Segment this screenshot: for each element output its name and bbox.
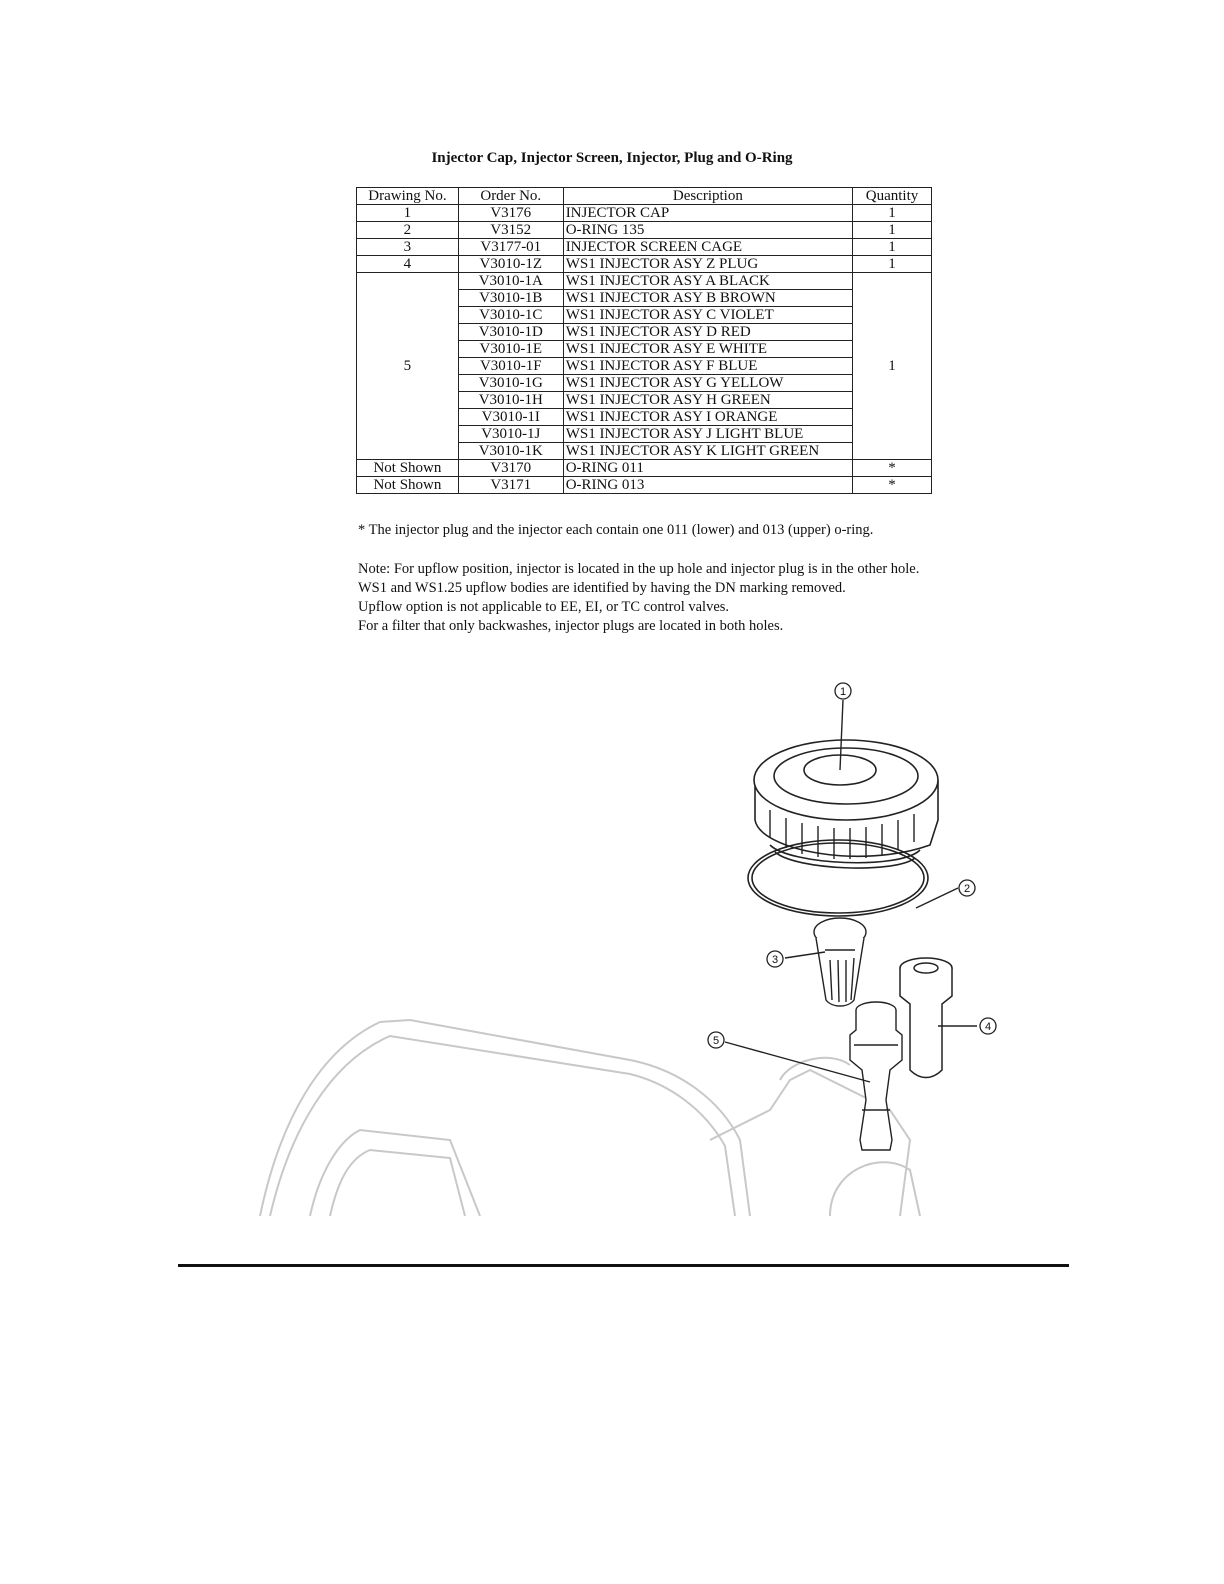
note-line: Upflow option is not applicable to EE, EI, or TC control valves. — [358, 599, 730, 615]
header-drawing-no: Drawing No. — [357, 188, 459, 205]
quantity-cell: 1 — [853, 222, 932, 239]
header-quantity: Quantity — [853, 188, 932, 205]
order-no-cell: V3010-1J — [458, 426, 563, 443]
page-title: Injector Cap, Injector Screen, Injector, Plug and O-Ring — [431, 150, 793, 166]
header-order-no: Order No. — [458, 188, 563, 205]
order-no-cell: V3152 — [458, 222, 563, 239]
order-no-cell: V3010-1H — [458, 392, 563, 409]
order-no-cell: V3010-1A — [458, 273, 563, 290]
callout-label: 3 — [771, 954, 779, 966]
notes-block — [358, 560, 919, 636]
description-cell: WS1 INJECTOR ASY I ORANGE — [563, 409, 852, 426]
footnote: * The injector plug and the injector each contain one 011 (lower) and 013 (upper) o-ring. — [358, 522, 874, 538]
table-header-row — [357, 188, 932, 205]
table-row — [357, 222, 932, 239]
note-line: WS1 and WS1.25 upflow bodies are identified by having the DN marking removed. — [358, 580, 846, 596]
note-line: For a filter that only backwashes, injector plugs are located in both holes. — [358, 618, 784, 634]
table-row — [357, 477, 932, 494]
header-description: Description — [563, 188, 852, 205]
order-no-cell: V3176 — [458, 205, 563, 222]
table-row — [357, 205, 932, 222]
description-cell: WS1 INJECTOR ASY C VIOLET — [563, 307, 852, 324]
quantity-cell: * — [853, 460, 932, 477]
quantity-cell: 1 — [853, 256, 932, 273]
drawing-no-cell: 4 — [357, 256, 459, 273]
description-cell: O-RING 013 — [563, 477, 852, 494]
order-no-cell: V3170 — [458, 460, 563, 477]
quantity-cell: 1 — [853, 205, 932, 222]
injector-part — [850, 1002, 902, 1150]
order-no-cell: V3010-1Z — [458, 256, 563, 273]
drawing-no-cell: Not Shown — [357, 460, 459, 477]
description-cell: WS1 INJECTOR ASY A BLACK — [563, 273, 852, 290]
description-cell: WS1 INJECTOR ASY F BLUE — [563, 358, 852, 375]
callout-label: 5 — [712, 1035, 720, 1047]
description-cell: WS1 INJECTOR ASY H GREEN — [563, 392, 852, 409]
order-no-cell: V3010-1F — [458, 358, 563, 375]
drawing-no-cell: 2 — [357, 222, 459, 239]
order-no-cell: V3010-1D — [458, 324, 563, 341]
order-no-cell: V3177-01 — [458, 239, 563, 256]
order-no-cell: V3010-1B — [458, 290, 563, 307]
order-no-cell: V3010-1G — [458, 375, 563, 392]
description-cell: O-RING 011 — [563, 460, 852, 477]
exploded-diagram — [250, 670, 1030, 1216]
valve-body — [260, 1020, 920, 1216]
table-row — [357, 256, 932, 273]
quantity-cell: * — [853, 477, 932, 494]
parts-table — [356, 187, 932, 494]
callout-label: 2 — [963, 883, 971, 895]
description-cell: WS1 INJECTOR ASY B BROWN — [563, 290, 852, 307]
description-cell: WS1 INJECTOR ASY Z PLUG — [563, 256, 852, 273]
callout-label: 1 — [839, 686, 847, 698]
table-row — [357, 460, 932, 477]
order-no-cell: V3010-1I — [458, 409, 563, 426]
order-no-cell: V3010-1C — [458, 307, 563, 324]
drawing-no-cell: 5 — [357, 273, 459, 460]
drawing-no-cell: 1 — [357, 205, 459, 222]
quantity-cell: 1 — [853, 273, 932, 460]
order-no-cell: V3010-1E — [458, 341, 563, 358]
description-cell: WS1 INJECTOR ASY E WHITE — [563, 341, 852, 358]
description-cell: WS1 INJECTOR ASY D RED — [563, 324, 852, 341]
description-cell: INJECTOR CAP — [563, 205, 852, 222]
description-cell: O-RING 135 — [563, 222, 852, 239]
drawing-no-cell: Not Shown — [357, 477, 459, 494]
callout-label: 4 — [984, 1021, 992, 1033]
drawing-no-cell: 3 — [357, 239, 459, 256]
description-cell: WS1 INJECTOR ASY J LIGHT BLUE — [563, 426, 852, 443]
table-row — [357, 273, 932, 290]
order-no-cell: V3171 — [458, 477, 563, 494]
description-cell: WS1 INJECTOR ASY K LIGHT GREEN — [563, 443, 852, 460]
note-line: Note: For upflow position, injector is located in the up hole and injector plug is in the other hole. — [358, 561, 920, 577]
injector-screen-part — [814, 918, 866, 1006]
bottom-rule — [178, 1264, 1069, 1267]
order-no-cell: V3010-1K — [458, 443, 563, 460]
quantity-cell: 1 — [853, 239, 932, 256]
injector-plug-part — [900, 958, 952, 1078]
description-cell: INJECTOR SCREEN CAGE — [563, 239, 852, 256]
table-row — [357, 239, 932, 256]
description-cell: WS1 INJECTOR ASY G YELLOW — [563, 375, 852, 392]
